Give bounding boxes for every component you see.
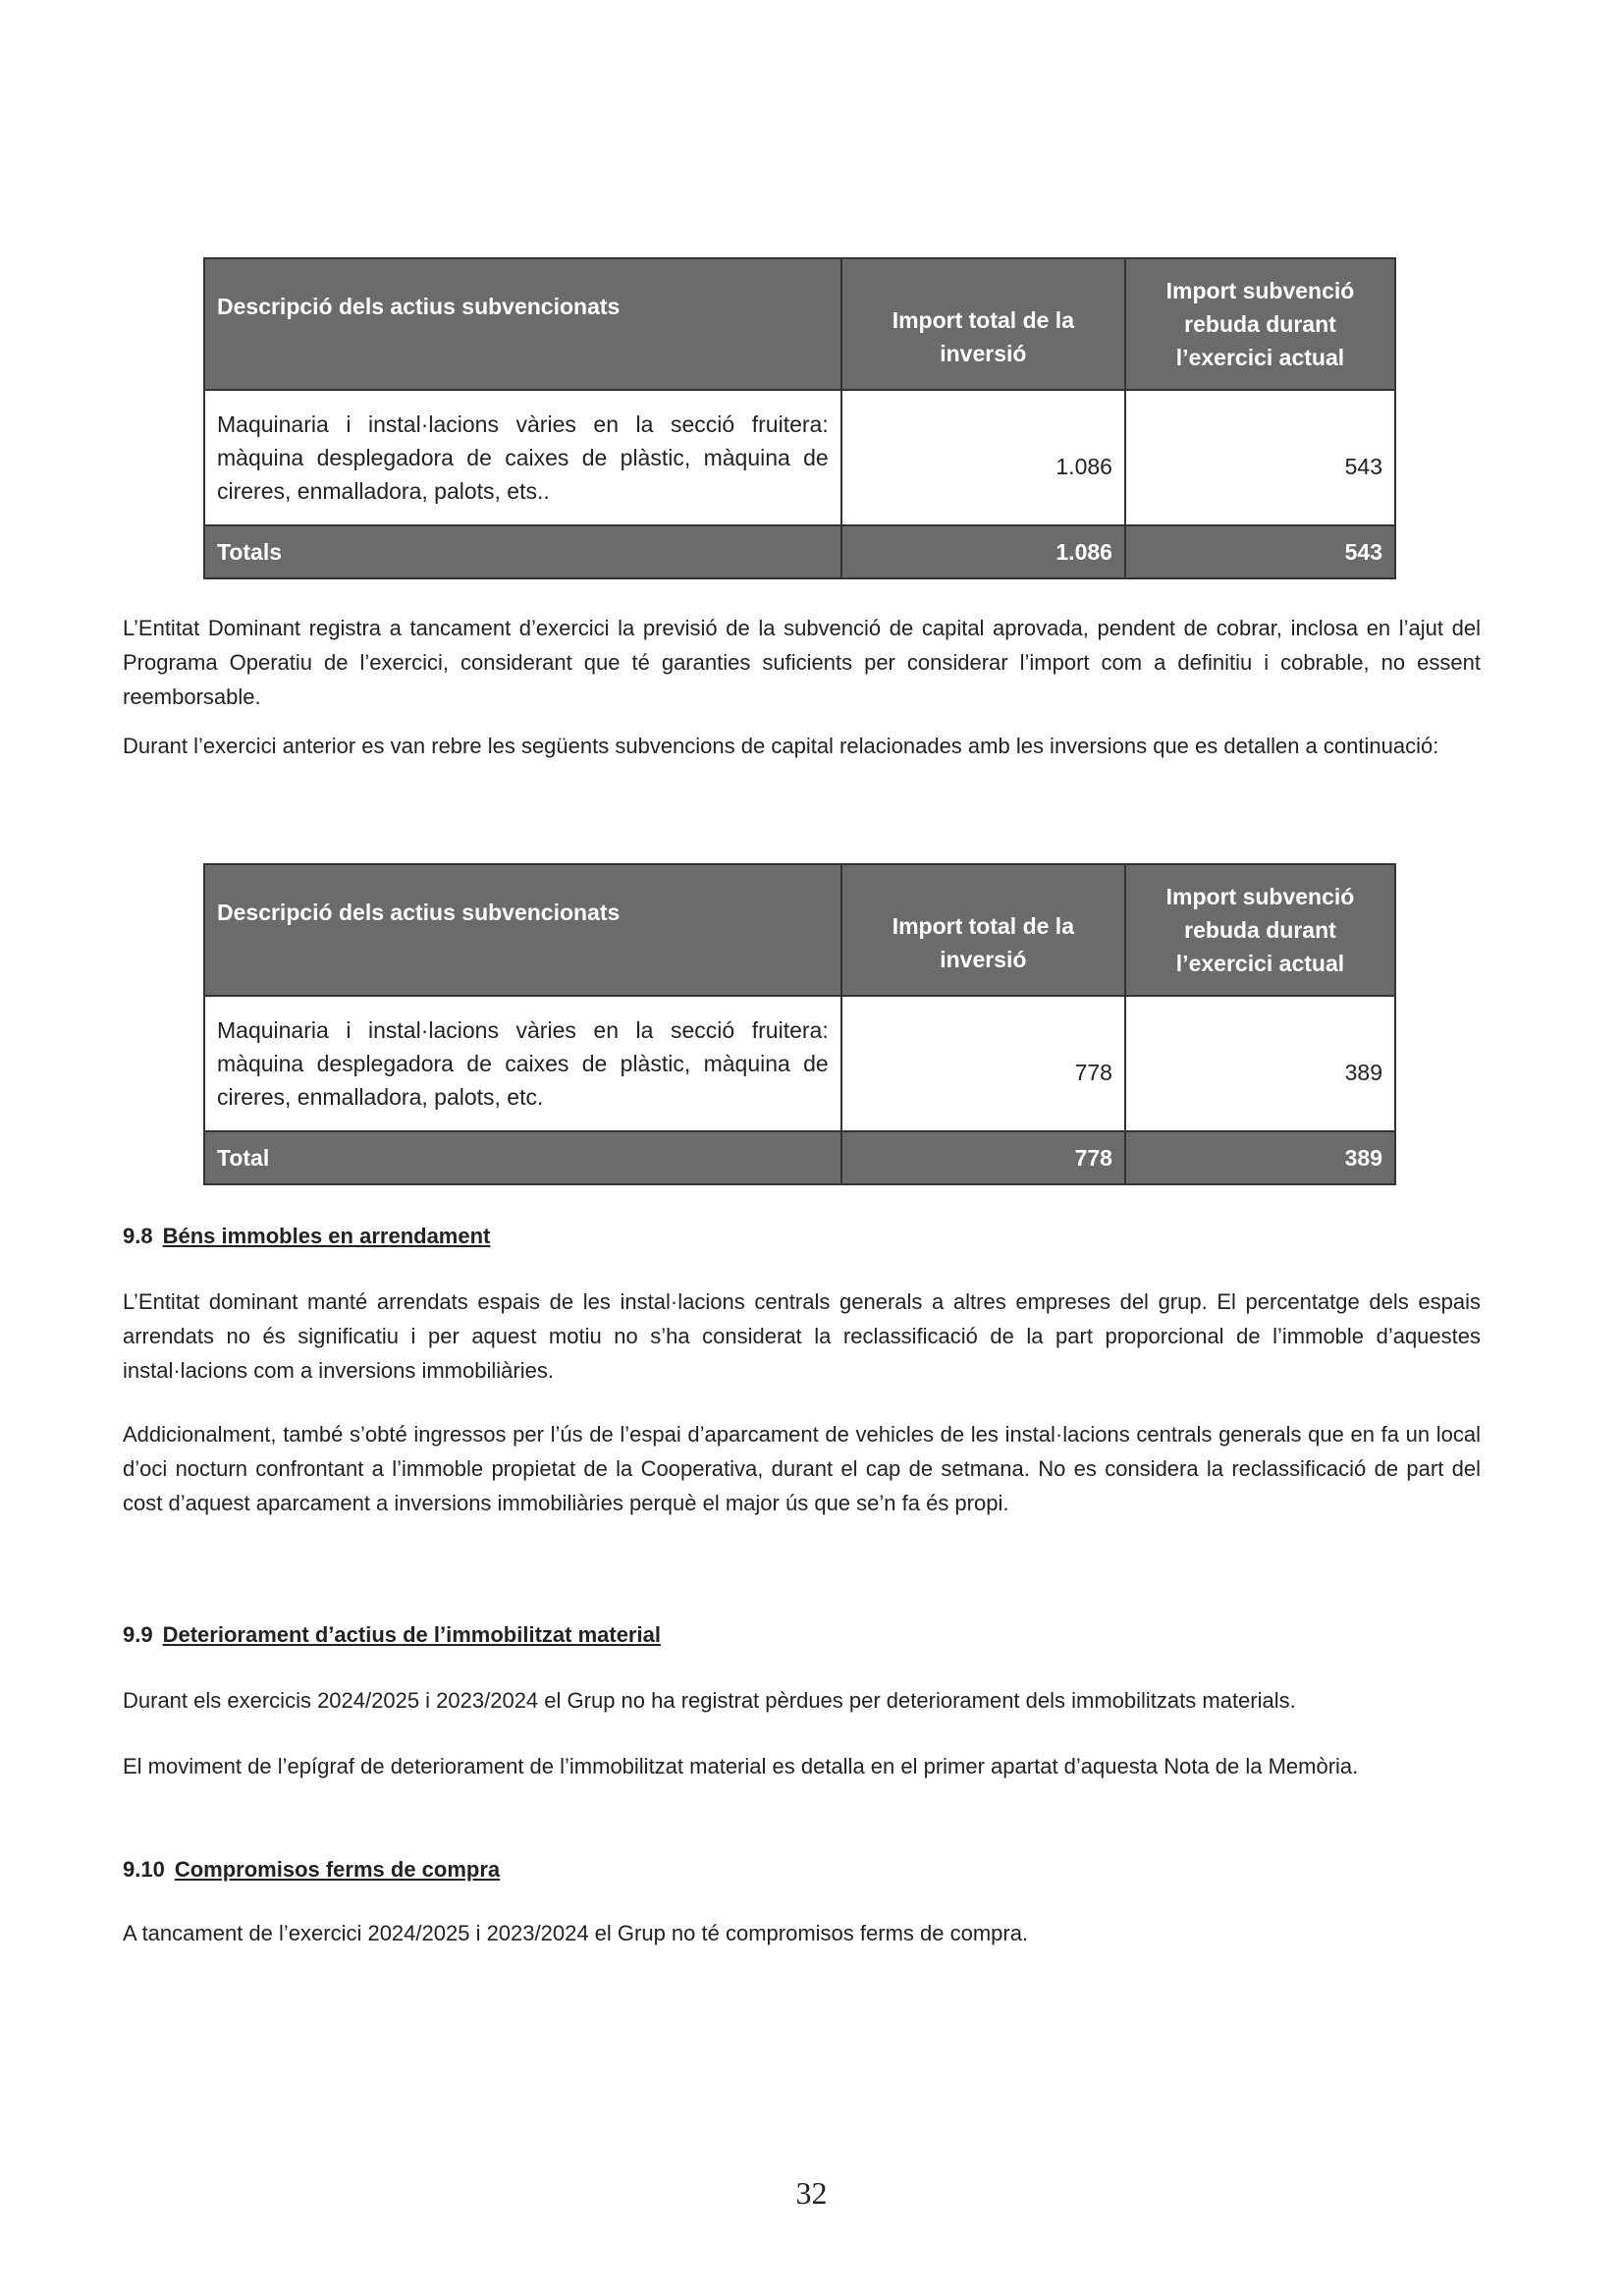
paragraph-impairment-movement: El moviment de l’epígraf de deteriorament de l’immobilitzat material es detalla en el primer apartat d’aquesta Nota de la Memòria.: [123, 1754, 1359, 1778]
row-total-investment: 778: [841, 996, 1125, 1131]
row-description: Maquinaria i instal·lacions vàries en la secció fruitera: màquina desplegadora de caixes de plàstic, màquina de cireres, enmalladora, palots, ets..: [204, 390, 841, 525]
total-investment: 778: [841, 1131, 1125, 1184]
table-row: [204, 390, 1395, 525]
row-grant-received: 543: [1125, 390, 1395, 525]
total-investment: 1.086: [841, 525, 1125, 578]
grants-table-current-year: [203, 257, 1396, 579]
section-number: 9.9: [123, 1622, 153, 1647]
grants-table-previous-year: [203, 863, 1396, 1185]
row-description: Maquinaria i instal·lacions vàries en la secció fruitera: màquina desplegadora de caixes de plàstic, màquina de cireres, enmalladora, palots, etc.: [204, 996, 841, 1131]
total-label: Totals: [204, 525, 841, 578]
header-total-investment: Import total de la inversió: [841, 258, 1125, 390]
header-total-investment: Import total de la inversió: [841, 864, 1125, 996]
header-grant-received: Import subvenció rebuda durant l’exercici actual: [1125, 864, 1395, 996]
paragraph-capital-grant-forecast: L’Entitat Dominant registra a tancament d’exercici la previsió de la subvenció de capital aprovada, pendent de cobrar, inclosa en l’ajut del Programa Operatiu de l’exercici, considerant que té garanties suficients per considerar l’import com a definitiu i cobrable, no essent reemborsable.: [123, 616, 1481, 709]
table-row: [204, 996, 1395, 1131]
page-number: 32: [795, 2175, 828, 2211]
section-heading-9-9: [123, 1622, 661, 1648]
row-total-investment: 1.086: [841, 390, 1125, 525]
section-heading-9-8: [123, 1224, 490, 1249]
header-description: Descripció dels actius subvencionats: [204, 258, 841, 390]
section-number: 9.8: [123, 1224, 153, 1248]
section-title: Béns immobles en arrendament: [162, 1224, 491, 1248]
header-description: Descripció dels actius subvencionats: [204, 864, 841, 996]
paragraph-parking-income: Addicionalment, també s’obté ingressos per l’ús de l’espai d’aparcament de vehicles de les instal·lacions centrals generals que en fa un local d’oci nocturn confrontant a l’immoble propietat de la Cooperativa, durant el cap de setmana. No es considera la reclassificació de part del cost d’aquest aparcament a inversions immobiliàries perquè el major ús que se’n fa és propi.: [123, 1422, 1481, 1515]
section-heading-9-10: [123, 1857, 500, 1883]
paragraph-leased-spaces: L’Entitat dominant manté arrendats espais de les instal·lacions centrals generals a altres empreses del grup. El percentatge dels espais arrendats no és significatiu i per aquest motiu no s’ha considerat la reclassificació de la part proporcional de l’immoble d’aquestes instal·lacions com a inversions immobiliàries.: [123, 1289, 1481, 1383]
paragraph-no-impairment: Durant els exercicis 2024/2025 i 2023/2024 el Grup no ha registrat pèrdues per deteriorament dels immobilitzats materials.: [123, 1688, 1296, 1713]
section-title: Compromisos ferms de compra: [174, 1857, 501, 1882]
total-row: [204, 525, 1395, 578]
header-grant-received: Import subvenció rebuda durant l’exercici actual: [1125, 258, 1395, 390]
total-grant: 389: [1125, 1131, 1395, 1184]
total-row: [204, 1131, 1395, 1184]
row-grant-received: 389: [1125, 996, 1395, 1131]
total-label: Total: [204, 1131, 841, 1184]
section-number: 9.10: [123, 1857, 165, 1882]
section-title: Deteriorament d’actius de l’immobilitzat material: [162, 1622, 661, 1647]
paragraph-previous-year-intro: Durant l’exercici anterior es van rebre les següents subvencions de capital relacionades amb les inversions que es detallen a continuació:: [123, 734, 1439, 758]
total-grant: 543: [1125, 525, 1395, 578]
paragraph-purchase-commitments: A tancament de l’exercici 2024/2025 i 2023/2024 el Grup no té compromisos ferms de compra.: [123, 1921, 1029, 1945]
